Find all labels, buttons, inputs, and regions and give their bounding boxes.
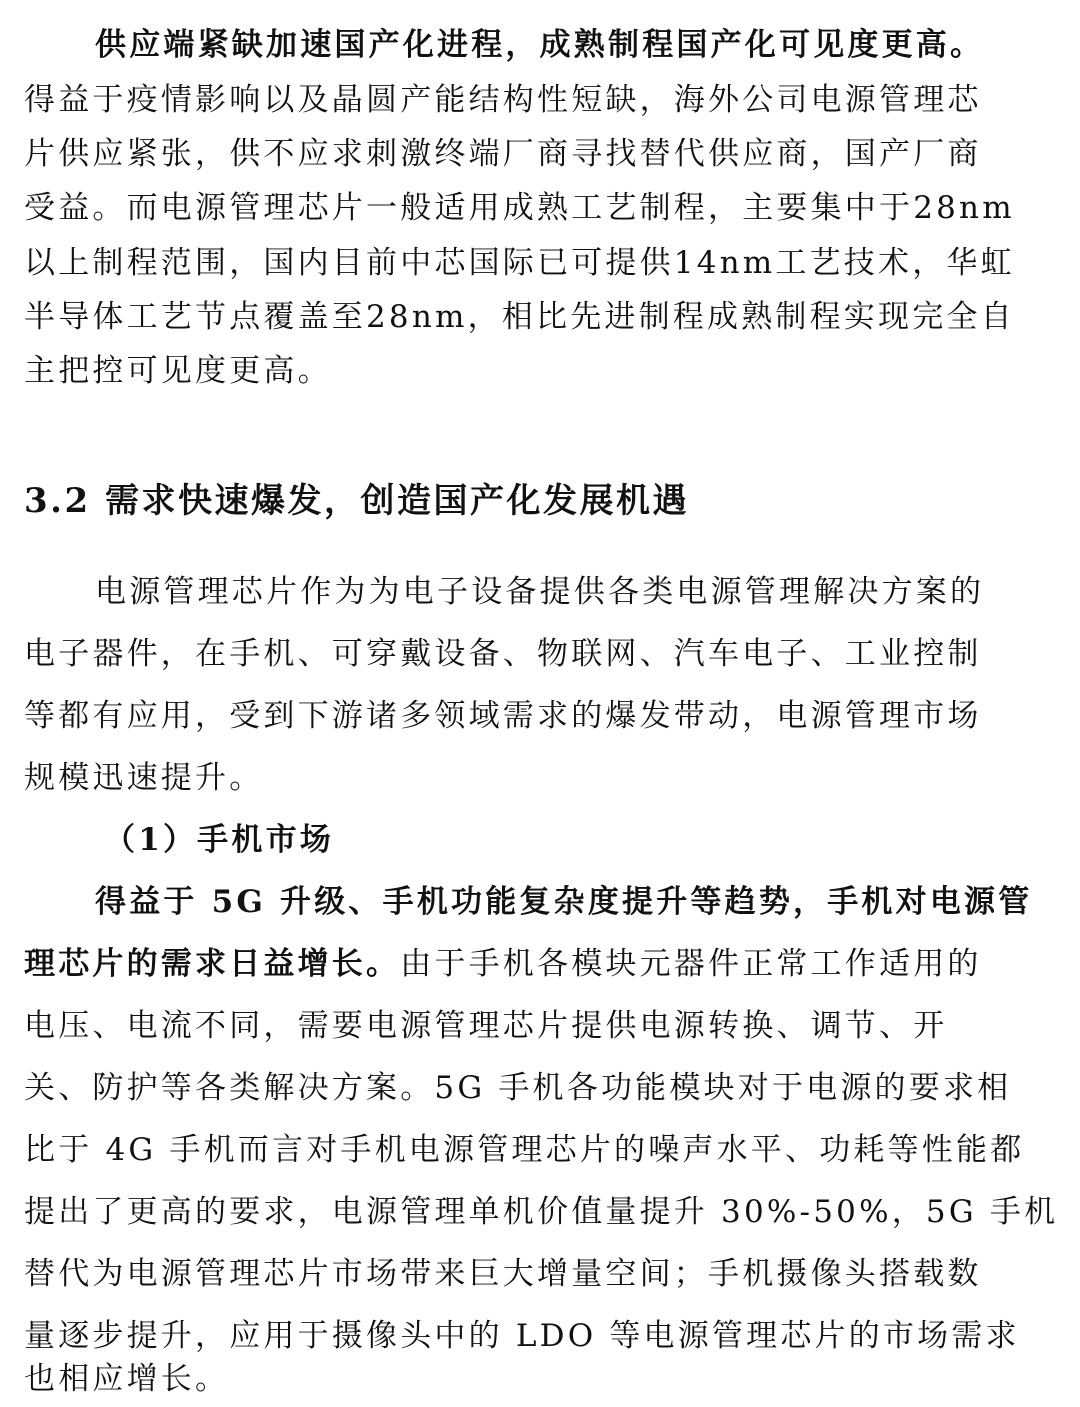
paragraph3-line: 提出了更高的要求，电源管理单机价值量提升 30%-50%，5G 手机: [24, 1194, 1059, 1230]
paragraph2-line: 电源管理芯片作为为电子设备提供各类电源管理解决方案的: [95, 574, 985, 610]
paragraph3-line-rest: 由于手机各模块元器件正常工作适用的: [400, 946, 982, 982]
paragraph2-line: 等都有应用，受到下游诸多领域需求的爆发带动，电源管理市场: [24, 698, 982, 734]
paragraph3-line: 也相应增长。: [24, 1361, 230, 1397]
paragraph1-line: 得益于疫情影响以及晶圆产能结构性短缺，海外公司电源管理芯: [24, 82, 982, 118]
paragraph3-line: [24, 937, 1060, 992]
subsection-heading: （1）手机市场: [104, 822, 334, 858]
paragraph3-line: 关、防护等各类解决方案。5G 手机各功能模块对于电源的要求相: [24, 1070, 1012, 1106]
paragraph2-line: 规模迅速提升。: [24, 760, 264, 796]
paragraph3-lead: 得益于 5G 升级、手机功能复杂度提升等趋势，手机对电源管: [95, 884, 1033, 920]
paragraph1-line: 半导体工艺节点覆盖至28nm，相比先进制程成熟制程实现完全自: [24, 299, 1015, 335]
section-heading: 3.2 需求快速爆发，创造国产化发展机遇: [24, 481, 689, 521]
paragraph3-line: 电压、电流不同，需要电源管理芯片提供电源转换、调节、开: [24, 1008, 948, 1044]
paragraph1-line: 片供应紧张，供不应求刺激终端厂商寻找替代供应商，国产厂商: [24, 136, 982, 172]
paragraph3-line: 比于 4G 手机而言对手机电源管理芯片的噪声水平、功耗等性能都: [24, 1132, 1025, 1168]
paragraph3-line: 量逐步提升，应用于摄像头中的 LDO 等电源管理芯片的市场需求: [24, 1318, 1020, 1354]
paragraph1-line: 以上制程范围，国内目前中芯国际已可提供14nm工艺技术，华虹: [24, 245, 1015, 281]
paragraph1-lead: 供应端紧缺加速国产化进程，成熟制程国产化可见度更高。: [95, 27, 985, 63]
paragraph2-line: 电子器件，在手机、可穿戴设备、物联网、汽车电子、工业控制: [24, 636, 982, 672]
paragraph1-line: 受益。而电源管理芯片一般适用成熟工艺制程，主要集中于28nm: [24, 190, 1015, 226]
paragraph1-line: 主把控可见度更高。: [24, 353, 332, 389]
paragraph3-line: 替代为电源管理芯片市场带来巨大增量空间；手机摄像头搭载数: [24, 1256, 982, 1292]
paragraph3-lead-end: 理芯片的需求日益增长。: [24, 946, 401, 982]
